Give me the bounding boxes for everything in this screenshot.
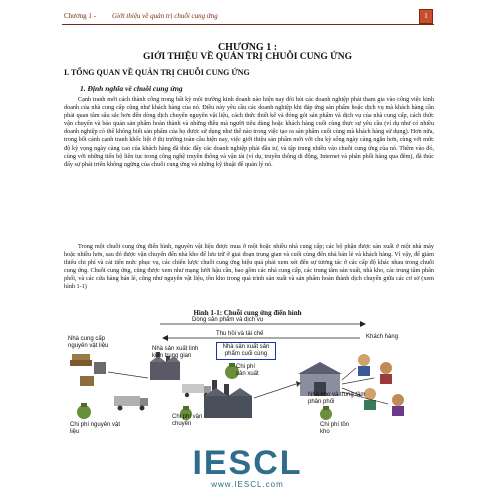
page-number-badge: 1 [419, 9, 433, 24]
supplier-label: Nhà cung cấp nguyên vật liệu [68, 336, 109, 349]
customer-label: Khách hàng [366, 334, 399, 340]
warehouse-icon [298, 362, 342, 396]
header-chapter-label: Chương 1 - [64, 12, 96, 20]
plant-to-warehouse-arrow [254, 384, 296, 398]
flow-top-label: Dòng sản phẩm và dịch vụ [192, 317, 264, 323]
iescl-site: www.IESCL.com [211, 480, 284, 489]
chapter-number: CHƯƠNG 1 : [217, 42, 278, 53]
flow-back-label: Thu hồi và tái chế [216, 331, 264, 337]
material-cost-label: Chi phí nguyên vật liệu [70, 422, 121, 435]
page-header [0, 0, 495, 24]
paragraph-2: Trong một chuỗi cung ứng điển hình, nguyên vật liệu được mua ở một hoặc nhiều nhà cung cấp; các bộ phận được sản xuất ở một nhà máy hoặc nhiều hơn, sau đó được vận chuyển đến nhà kho để lưu trữ ở giai đoạn trung gian và cuối cùng đến nhà bán lẻ và khách hàng. Vì vậy, để giảm thiểu chi phí và cải tiến mức phục vụ, các chiến lược chuỗi cung ứng hiệu quả phải xem xét đến sự tương tác ở các cấp độ khác nhau trong chuỗi cung ứng. Chuỗi cung ứng, cũng được xem như mạng lưới hậu cần, bao gồm các nhà cung cấp, các trung tâm sản xuất, nhà kho, các trung tâm phân phối, và các cửa hàng bán lẻ, cũng như nguyên vật liệu, tồn kho trong quá trình sản xuất và sản phẩm hoàn thành dịch chuyển giữa các cơ sở (xem hình 1-1) [64, 243, 434, 291]
return-flow-arrowhead [162, 335, 168, 341]
figure-title: Hình 1-1: Chuỗi cung ứng điển hình [193, 309, 302, 317]
to-customer-arrow-1 [342, 368, 356, 380]
supplier-pallet-icon [70, 354, 106, 386]
iescl-logo: IESCL [192, 444, 303, 482]
header-chapter-title: Giới thiệu về quản trị chuỗi cung ứng [112, 12, 218, 20]
transport-truck-icon [114, 396, 148, 411]
subsection-heading: 1. Định nghĩa về chuỗi cung ứng [80, 84, 183, 93]
component-maker-label: Nhà sản xuất linh kiện trung gian [152, 346, 199, 359]
supply-chain-figure [64, 318, 436, 438]
paragraph-1: Cạnh tranh mới cách thành công trong bất kỳ môi trường kinh doanh nào hiện nay đòi hỏi các doanh nghiệp phải tham gia vào công việc kinh doanh của nhà cung cấp cũng như khách hàng của nó. Điều này yêu cầu các doanh nghiệp khi đáp ứng sản phẩm hoặc dịch vụ mà khách hàng cần phải quan tâm sâu sắc hơn đến dòng dịch chuyển nguyên vật liệu, cách thức thiết kế và đóng gói sản phẩm và dịch vụ của nhà cung cấp, cách thức vận chuyển và bảo quản sản phẩm hoàn thành và những điều mà người tiêu dùng hoặc khách hàng cuối cùng thực sự yêu cầu (ví dụ như có nhiều doanh nghiệp có thể không biết sản phẩm của họ được sử dụng như thế nào trong việc tạo ra sản phẩm cuối cùng mà khách hàng sử dụng). Hơn nữa, trong bối cảnh cạnh tranh khốc liệt ở thị trường toàn cầu hiện nay, việc giới thiệu sản phẩm mới với chu kỳ sống ngày càng ngắn hơn, cùng với mức độ kỳ vọng ngày càng cao của khách hàng đã thúc đẩy các doanh nghiệp phải đầu tư, và tập trung nhiều vào chuỗi cung ứng của nó. Thêm vào đó, cùng với những tiến bộ liên tục trong công nghệ truyền thông và vận tải (ví dụ, truyền thông di động, Internet và phân phối hàng qua đêm), đã thúc đẩy sự phát triển không ngừng của chuỗi cung ứng và những kỹ thuật để quản lý nó. [64, 96, 434, 168]
material-cost-icon [77, 403, 91, 419]
inventory-cost-label: Chi phí tồn kho [320, 422, 350, 435]
section-heading: I. TỔNG QUAN VỀ QUẢN TRỊ CHUỖI CUNG ỨNG [64, 68, 250, 77]
material-flow-arrow [108, 372, 148, 378]
final-maker-box: Nhà sản xuất sản phẩm cuối cùng [216, 342, 276, 360]
production-cost-label: Chi phí sản xuất [236, 364, 259, 377]
transport-cost-label: Chi phí vận chuyển [172, 414, 203, 427]
to-customer-arrow-2 [342, 378, 374, 384]
main-plant-icon [204, 380, 252, 418]
chapter-title: GIỚI THIỆU VỀ QUẢN TRỊ CHUỖI CUNG ỨNG [143, 52, 352, 62]
product-flow-arrowhead [360, 321, 366, 327]
warehouse-label: Nhà kho và trung tâm phân phối [308, 392, 366, 405]
header-divider [62, 24, 434, 25]
customer-icons [358, 354, 404, 416]
inventory-cost-icon [320, 406, 332, 420]
